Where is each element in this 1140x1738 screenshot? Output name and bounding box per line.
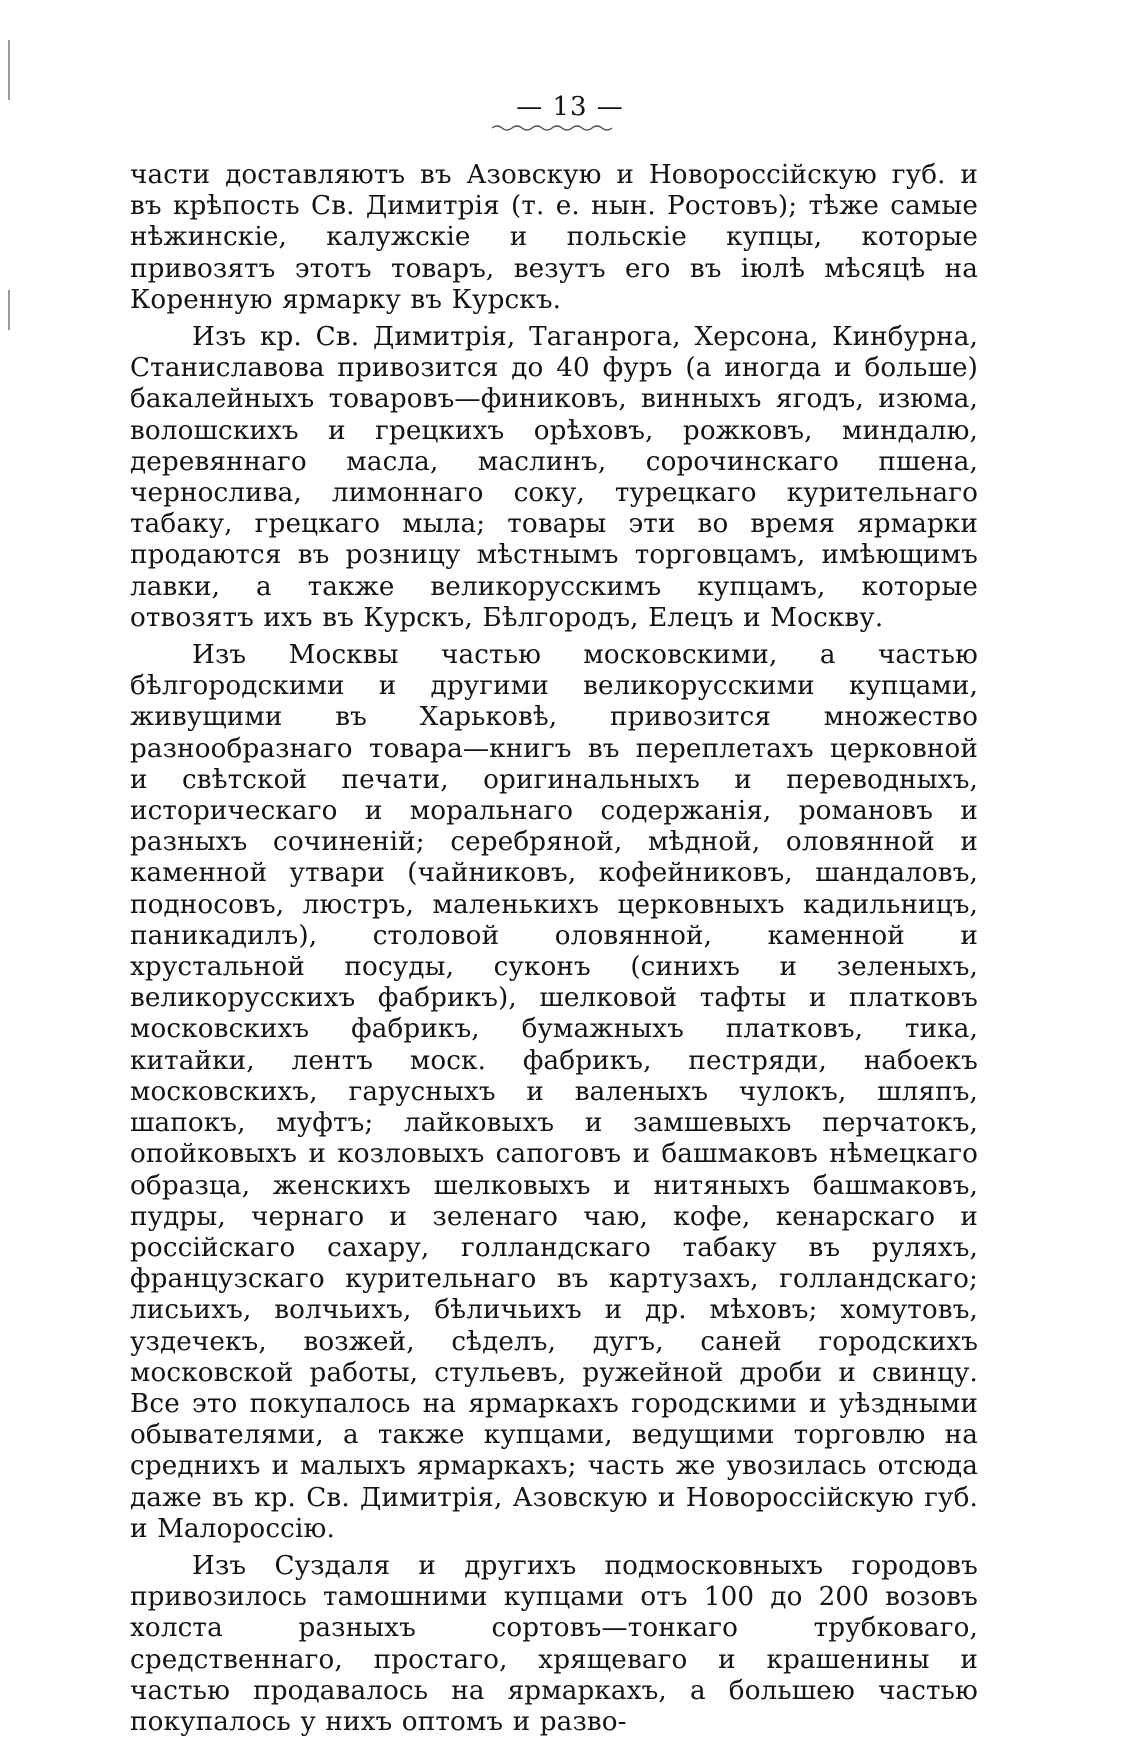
paragraph: Изъ Суздаля и другихъ подмосковныхъ городовъ привозилось тамошними купцами отъ 100 до 200 возовъ холста разныхъ сортовъ—тонкаго трубковаго, средственнаго, простаго, хрящеваго и крашенины и частью продавалось на ярмаркахъ, а большею частью покупалось у нихъ оптомъ и разво- [130, 1550, 978, 1737]
left-margin-scan-mark [8, 40, 10, 100]
page-number-header: — 13 — [516, 92, 624, 122]
header-wavy-rule [492, 124, 612, 132]
paragraph: Изъ кр. Св. Димитрія, Таганрога, Херсона, Кинбурна, Станиславова привозится до 40 фуръ (а иногда и больше) бакалейныхъ товаровъ—финиковъ, винныхъ ягодъ, изюма, волошскихъ и грецкихъ орѣховъ, рожковъ, миндалю, деревяннаго масла, маслинъ, сорочинскаго пшена, чернослива, лимоннаго соку, турецкаго курительнаго табаку, грецкаго мыла; товары эти во время ярмарки продаются въ розницу мѣстнымъ торговцамъ, имѣющимъ лавки, а также великорусскимъ купцамъ, которые отвозятъ ихъ въ Курскъ, Бѣлгородъ, Елецъ и Москву. [130, 322, 978, 633]
paragraph: части доставляютъ въ Азовскую и Новороссійскую губ. и въ крѣпость Св. Димитрія (т. е. нын. Ростовъ); тѣже самые нѣжинскіе, калужскіе и польскіе купцы, которые привозятъ этотъ товаръ, везутъ его въ іюлѣ мѣсяцѣ на Коренную ярмарку въ Курскъ. [130, 160, 978, 315]
paragraph: Изъ Москвы частью московскими, а частью бѣлгородскими и другими великорусскими купцами, живущими въ Харьковѣ, привозится множество разнообразнаго товара—книгъ въ переплетахъ церковной и свѣтской печати, оригинальныхъ и переводныхъ, историческаго и моральнаго содержанія, романовъ и разныхъ сочиненій; серебряной, мѣдной, оловянной и каменной утвари (чайниковъ, кофейниковъ, шандаловъ, подносовъ, люстръ, маленькихъ церковныхъ кадильницъ, паникадилъ), столовой оловянной, каменной и хрустальной посуды, суконъ (синихъ и зеленыхъ, великорусскихъ фабрикъ), шелковой тафты и платковъ московскихъ фабрикъ, бумажныхъ платковъ, тика, китайки, лентъ моск. фабрикъ, пестряди, набоекъ московскихъ, гарусныхъ и валеныхъ чулокъ, шляпъ, шапокъ, муфтъ; лайковыхъ и замшевыхъ перчатокъ, опойковыхъ и козловыхъ сапоговъ и башмаковъ нѣмецкаго образца, женскихъ шелковыхъ и нитяныхъ башмаковъ, пудры, чернаго и зеленаго чаю, кофе, кенарскаго и россійскаго сахару, голландскаго табаку въ руляхъ, французскаго курительнаго въ картузахъ, голландскаго; лисьихъ, волчьихъ, бѣличьихъ и др. мѣховъ; хомутовъ, уздечекъ, возжей, сѣделъ, дугъ, саней городскихъ московской работы, стульевъ, ружейной дроби и свинцу. Все это покупалось на ярмаркахъ городскими и уѣздными обывателями, а также купцами, ведущими торговлю на среднихъ и малыхъ ярмаркахъ; часть же увозилась отсюда даже въ кр. Св. Димитрія, Азовскую и Новороссійскую губ. и Малороссію. [130, 640, 978, 1544]
left-margin-scan-mark [8, 290, 10, 330]
body-text [130, 160, 978, 1738]
